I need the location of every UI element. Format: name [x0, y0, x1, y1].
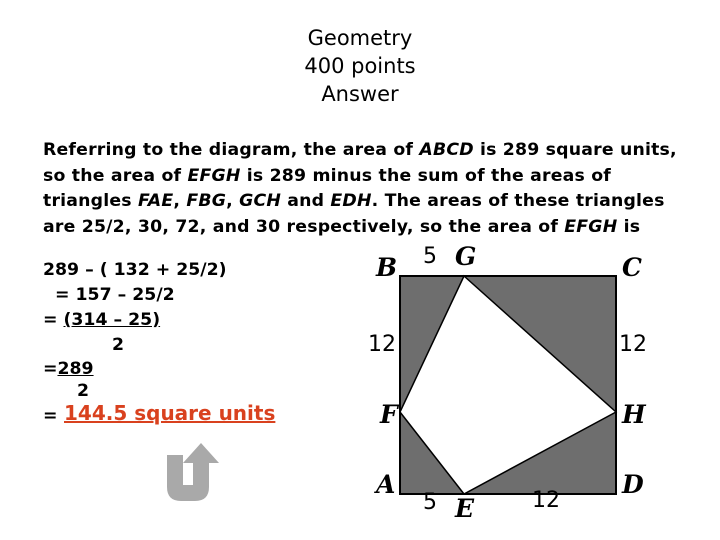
- length-ae: 5: [423, 490, 437, 515]
- points-title: 400 points: [304, 54, 416, 78]
- work-line-5: =289: [43, 359, 94, 379]
- vertex-c: C: [622, 253, 642, 282]
- vertex-h: H: [622, 400, 646, 429]
- vertex-f: F: [380, 400, 398, 429]
- answer-title: Answer: [321, 82, 399, 106]
- length-bf: 12: [368, 332, 396, 357]
- u-turn-arrow-icon: [159, 441, 223, 505]
- work-line-3: = (314 – 25): [43, 310, 161, 330]
- work-line-1: 289 – ( 132 + 25/2): [43, 260, 227, 280]
- title-block: [0, 24, 720, 108]
- length-bg: 5: [423, 244, 437, 269]
- vertex-g: G: [455, 242, 477, 271]
- length-ch: 12: [619, 332, 647, 357]
- category-title: Geometry: [307, 26, 413, 50]
- return-button[interactable]: [159, 441, 223, 505]
- length-ed: 12: [532, 488, 560, 513]
- final-answer: 144.5 square units: [64, 401, 276, 425]
- explanation-paragraph: Referring to the diagram, the area of ABCD is 289 square units, so the area of EFGH is 289 minus the sum of the areas of triangles FAE, FBG, GCH and EDH. The areas of these triangles are 25/2, 30, 72, and 30 respectively, so the area of EFGH is: [43, 140, 677, 237]
- work-line-6: 2: [77, 381, 90, 401]
- square-figure: [360, 238, 660, 538]
- work-line-7: =: [43, 406, 64, 426]
- vertex-a: A: [376, 470, 396, 499]
- vertex-e: E: [455, 494, 475, 523]
- vertex-d: D: [622, 470, 644, 499]
- geometry-diagram: [360, 238, 660, 538]
- work-line-2: = 157 – 25/2: [43, 285, 175, 305]
- vertex-b: B: [376, 253, 398, 282]
- work-line-4: 2: [112, 335, 125, 355]
